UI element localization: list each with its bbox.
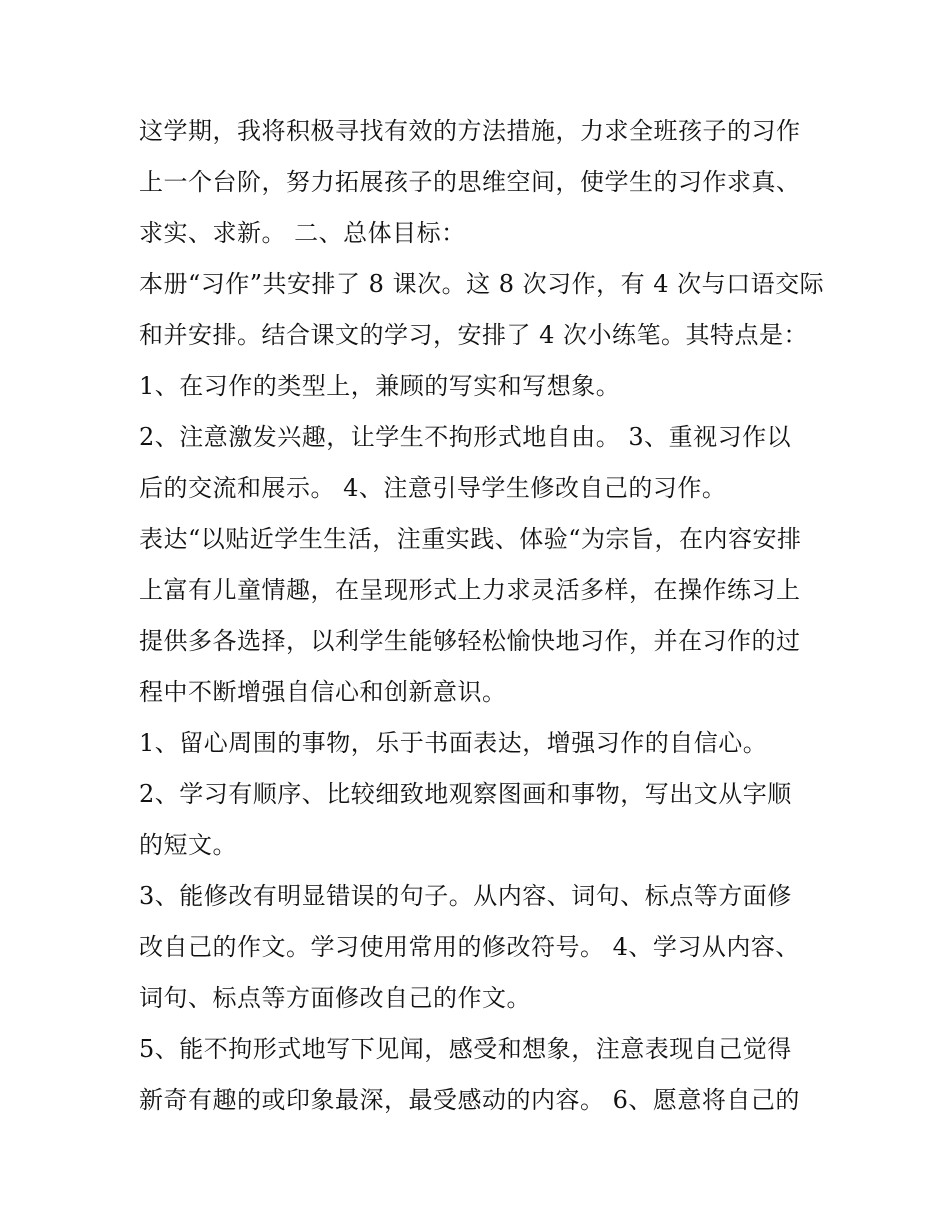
text-line: 1、在习作的类型上，兼顾的写实和写想象。 (139, 372, 621, 400)
text-line: 2、注意激发兴趣，让学生不拘形式地自由。 3、重视习作以 (139, 423, 792, 451)
document-body (139, 106, 829, 1126)
text-line: 上富有儿童情趣，在呈现形式上力求灵活多样，在操作练习上 (139, 576, 801, 604)
text-line: 词句、标点等方面修改自己的作文。 (139, 984, 531, 1012)
text-line: 表达“以贴近学生生活，注重实践、体验“为宗旨，在内容安排 (139, 525, 802, 553)
text-line: 新奇有趣的或印象最深，最受感动的内容。 6、愿意将自己的 (139, 1086, 800, 1114)
text-line: 这学期，我将积极寻找有效的方法措施，力求全班孩子的习作 (139, 117, 801, 145)
text-line: 和并安排。结合课文的学习，安排了 4 次小练笔。其特点是： (139, 321, 809, 349)
text-line: 改自己的作文。学习使用常用的修改符号。 4、学习从内容、 (139, 933, 800, 961)
text-line: 后的交流和展示。 4、注意引导学生修改自己的习作。 (139, 474, 727, 502)
text-line: 5、能不拘形式地写下见闻，感受和想象，注意表现自己觉得 (139, 1035, 792, 1063)
text-line: 上一个台阶，努力拓展孩子的思维空间，使学生的习作求真、 (139, 168, 801, 196)
text-line: 3、能修改有明显错误的句子。从内容、词句、标点等方面修 (139, 882, 792, 910)
text-line: 程中不断增强自信心和创新意识。 (139, 678, 507, 706)
text-line: 1、留心周围的事物，乐于书面表达，增强习作的自信心。 (139, 729, 768, 757)
text-line: 本册“习作”共安排了 8 课次。这 8 次习作，有 4 次与口语交际 (139, 270, 825, 298)
text-line: 2、学习有顺序、比较细致地观察图画和事物，写出文从字顺 (139, 780, 792, 808)
text-line: 求实、求新。 二、总体目标： (139, 219, 466, 247)
text-line: 的短文。 (139, 831, 237, 859)
text-line: 提供多各选择，以利学生能够轻松愉快地习作，并在习作的过 (139, 627, 801, 655)
